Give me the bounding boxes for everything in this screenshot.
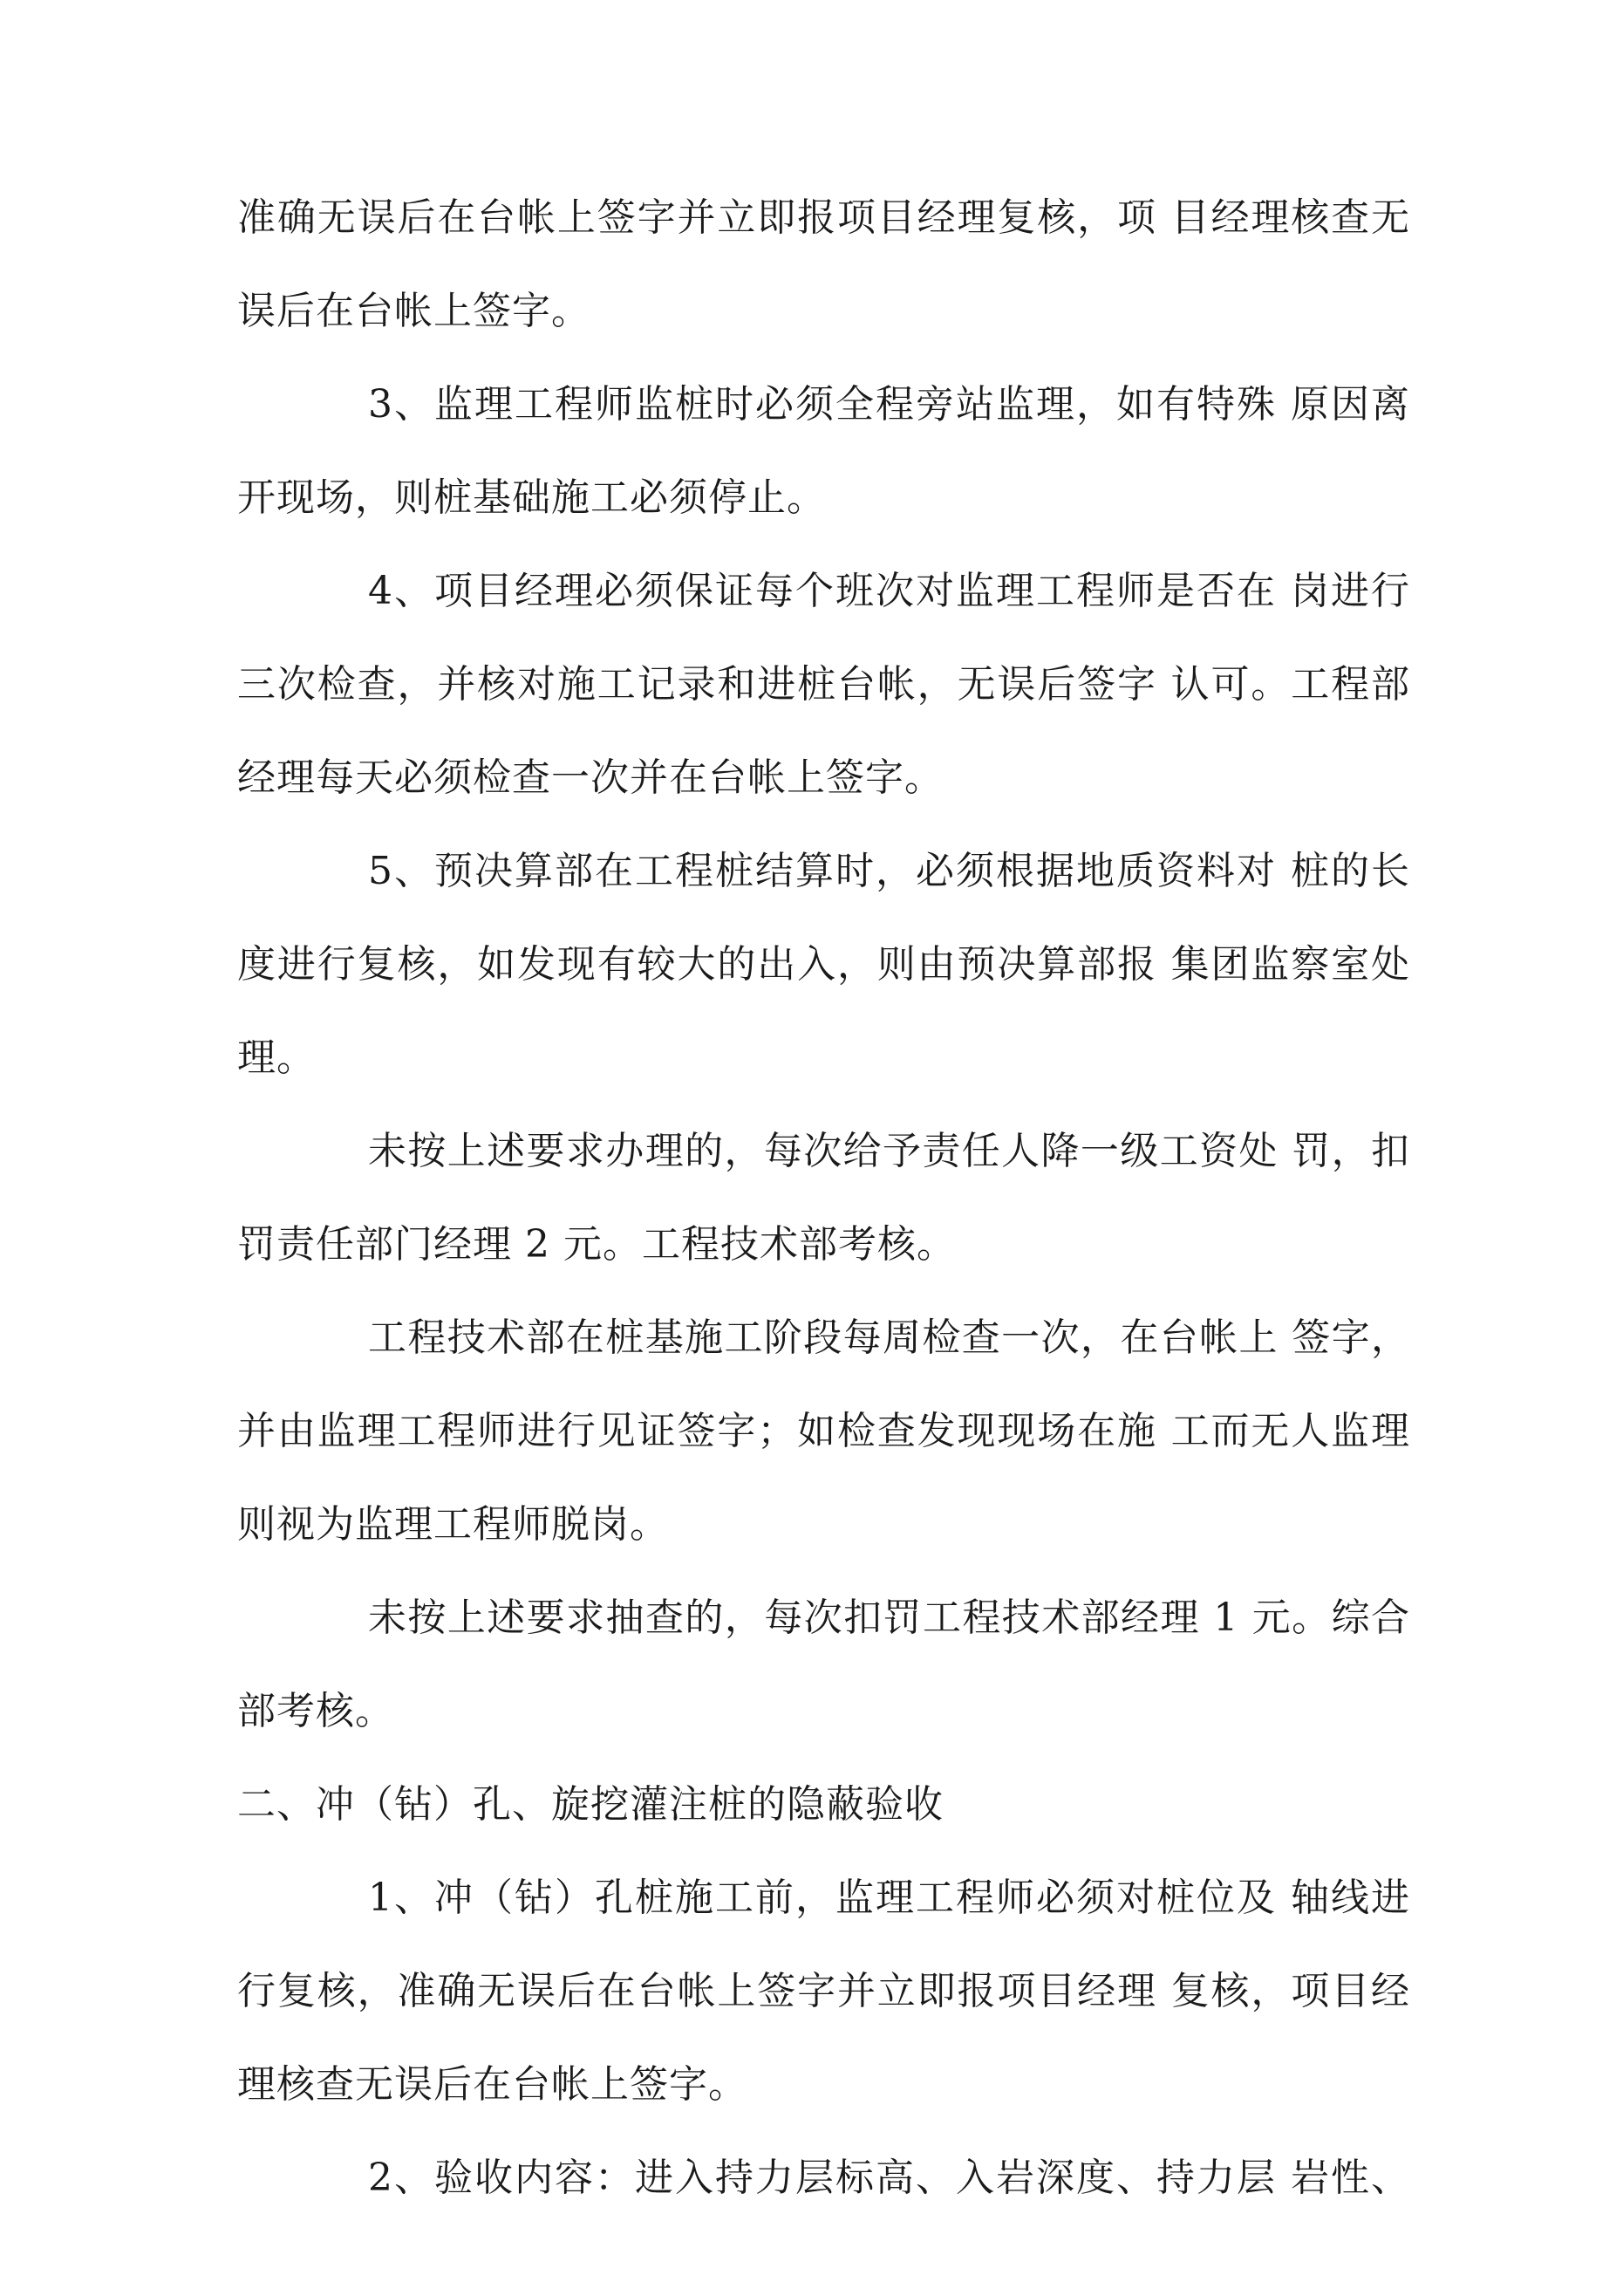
text-line: 准确无误后在台帐上签字并立即报项目经理复核，项 目经理核查无 <box>237 195 1410 240</box>
text-line: 经理每天必须检查一次并在台帐上签字。 <box>237 755 944 800</box>
text-line: 5、预决算部在工程桩结算时，必须根据地质资料对 桩的长 <box>368 849 1410 893</box>
text-line: 工程技术部在桩基施工阶段每周检查一次，在台帐上 签字， <box>368 1315 1410 1360</box>
text-line: 3、监理工程师监桩时必须全程旁站监理，如有特殊 原因离 <box>368 382 1410 427</box>
text-line: 2、验收内容：进入持力层标高、入岩深度、持力层 岩性、 <box>368 2156 1410 2200</box>
text-line: 行复核，准确无误后在台帐上签字并立即报项目经理 复核，项目经 <box>237 1969 1410 2013</box>
text-line: 未按上述要求办理的，每次给予责任人降一级工资处 罚，扣 <box>368 1129 1410 1173</box>
paragraph-item-3 <box>237 380 1410 523</box>
text-line: 则视为监理工程师脱岗。 <box>237 1502 669 1547</box>
paragraph-item-2 <box>237 2154 1410 2203</box>
paragraph-item-1 <box>237 1874 1410 2109</box>
text-line: 部考核。 <box>237 1689 394 1733</box>
text-line: 理。 <box>237 1035 316 1080</box>
text-line: 4、项目经理必须保证每个班次对监理工程师是否在 岗进行 <box>368 569 1410 613</box>
text-line: 误后在台帐上签字。 <box>237 289 590 333</box>
text-line: 理核查无误后在台帐上签字。 <box>237 2062 747 2107</box>
paragraph-penalty-1 <box>237 1127 1410 1269</box>
paragraph-weekly-check <box>237 1314 1410 1549</box>
paragraph-penalty-2 <box>237 1594 1410 1736</box>
section-heading-text: 二、冲（钻）孔、旋挖灌注桩的隐蔽验收 <box>237 1782 944 1827</box>
text-line: 未按上述要求抽查的，每次扣罚工程技术部经理 1 元。综合 <box>368 1596 1410 1640</box>
text-line: 并由监理工程师进行见证签字；如检查发现现场在施 工而无人监理 <box>237 1409 1410 1453</box>
paragraph-item-5 <box>237 847 1410 1083</box>
text-line: 度进行复核，如发现有较大的出入，则由预决算部报 集团监察室处 <box>237 942 1410 987</box>
document-body <box>237 194 1410 2203</box>
text-line: 三次检查，并核对施工记录和进桩台帐，无误后签字 认可。工程部 <box>237 662 1410 707</box>
text-line: 开现场，则桩基础施工必须停止。 <box>237 475 826 520</box>
section-heading <box>237 1780 1410 1829</box>
paragraph-item-4 <box>237 567 1410 803</box>
text-line: 罚责任部门经理 2 元。工程技术部考核。 <box>237 1222 956 1267</box>
text-line: 1、冲（钻）孔桩施工前，监理工程师必须对桩位及 轴线进 <box>368 1876 1410 1920</box>
paragraph-continuation <box>237 194 1410 336</box>
